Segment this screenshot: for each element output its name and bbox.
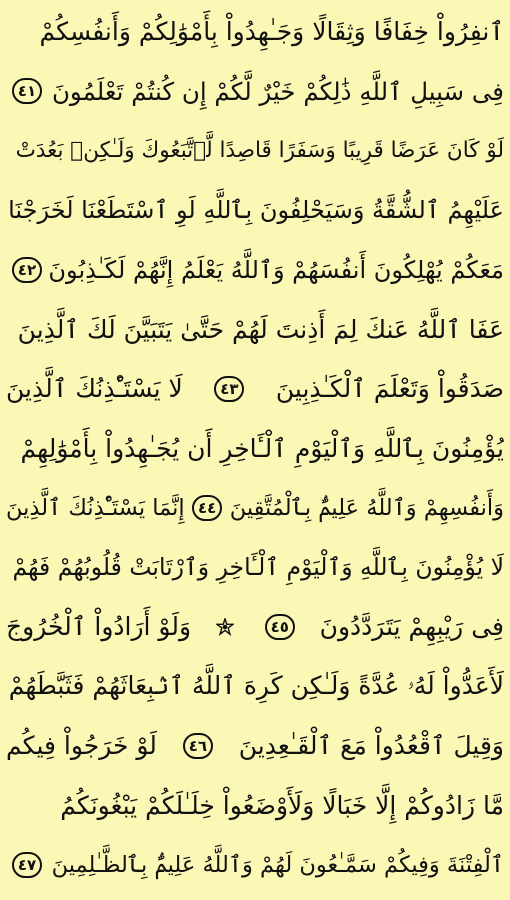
line-10-text: لَا يُؤْمِنُونَ بِٱللَّهِ وَٱلْيَوْمِ ٱلْـَٔاخِرِ وَٱرْتَابَتْ قُلُوبُهُمْ فَهُمْ bbox=[12, 553, 504, 582]
ayah-end-icon: ٤٧ bbox=[12, 852, 42, 878]
text-line-9 bbox=[6, 478, 504, 538]
line-6-text: عَفَا ٱللَّهُ عَنكَ لِمَ أَذِنتَ لَهُمْ حَتَّىٰ يَتَبَيَّنَ لَكَ ٱلَّذِينَ bbox=[17, 314, 504, 344]
text-line-1 bbox=[6, 2, 504, 62]
ayah-end-icon: ٤٦ bbox=[183, 733, 213, 759]
ayah-end-icon: ٤١ bbox=[12, 78, 42, 104]
line-12-text: لَأَعَدُّواْ لَهُۥ عُدَّةً وَلَـٰكِن كَرِهَ ٱللَّهُ ٱنۢبِعَاثَهُمْ فَثَبَّطَهُمْ bbox=[8, 671, 504, 701]
text-line-10 bbox=[6, 538, 504, 598]
ayah-end-icon: ٤٤ bbox=[192, 495, 222, 521]
text-line-4 bbox=[6, 181, 504, 241]
line-3-text: لَوْ كَانَ عَرَضًا قَرِيبًا وَسَفَرًا قَاصِدًا لَّٱتَّبَعُوكَ وَلَـٰكِنۢ بَعُدَتْ bbox=[15, 138, 504, 164]
ayah-end-icon: ٤٣ bbox=[214, 376, 244, 402]
line-11-text-end: وَلَوْ أَرَادُواْ ٱلْخُرُوجَ bbox=[6, 612, 192, 642]
line-9-text-start: وَأَنفُسِهِمْ وَٱللَّهُ عَلِيمٌۢ بِٱلْمُتَّقِينَ bbox=[229, 494, 504, 521]
text-line-8 bbox=[6, 419, 504, 479]
line-13-text-end: لَوْ خَرَجُواْ فِيكُم bbox=[6, 731, 157, 761]
text-line-13 bbox=[6, 716, 504, 776]
line-7-text-end: لَا يَسْتَـْٔذِنُكَ ٱلَّذِينَ bbox=[6, 374, 183, 404]
text-line-6 bbox=[6, 300, 504, 360]
line-8-text: يُؤْمِنُونَ بِٱللَّهِ وَٱلْيَوْمِ ٱلْـَٔاخِرِ أَن يُجَـٰهِدُواْ بِأَمْوَٰلِهِمْ bbox=[20, 433, 504, 463]
text-line-7 bbox=[6, 359, 504, 419]
line-4-text: عَلَيْهِمُ ٱلشُّقَّةُ وَسَيَحْلِفُونَ بِٱللَّهِ لَوِ ٱسْتَطَعْنَا لَخَرَجْنَا bbox=[8, 196, 504, 225]
line-9-text-end: إِنَّمَا يَسْتَـْٔذِنُكَ ٱلَّذِينَ bbox=[6, 494, 185, 521]
line-15-text: ٱلْفِتْنَةَ وَفِيكُمْ سَمَّـٰعُونَ لَهُمْ وَٱللَّهُ عَلِيمٌۢ بِٱلظَّـٰلِمِينَ bbox=[51, 851, 504, 878]
text-line-14 bbox=[6, 776, 504, 836]
text-line-11 bbox=[6, 597, 504, 657]
ayah-end-icon: ٤٢ bbox=[12, 257, 42, 283]
text-line-3 bbox=[6, 121, 504, 181]
line-5-text: مَعَكُمْ يُهْلِكُونَ أَنفُسَهُمْ وَٱللَّهُ يَعْلَمُ إِنَّهُمْ لَكَـٰذِبُونَ bbox=[48, 255, 504, 284]
line-14-text: مَّا زَادُوكُمْ إِلَّا خَبَالًا وَلَأَوْضَعُواْ خِلَـٰلَكُمْ يَبْغُونَكُمُ bbox=[60, 790, 504, 820]
text-line-15 bbox=[6, 835, 504, 895]
line-2-text: فِى سَبِيلِ ٱللَّهِ ذَٰلِكُمْ خَيْرٌ لَّكُمْ إِن كُنتُمْ تَعْلَمُونَ bbox=[51, 76, 504, 106]
line-7-text-start: صَدَقُواْ وَتَعْلَمَ ٱلْكَـٰذِبِينَ bbox=[275, 374, 504, 404]
line-1-text: ٱنفِرُواْ خِفَافًا وَثِقَالًا وَجَـٰهِدُواْ بِأَمْوَٰلِكُمْ وَأَنفُسِكُمْ bbox=[39, 17, 504, 47]
text-line-5 bbox=[6, 240, 504, 300]
ayah-end-icon: ٤٥ bbox=[265, 614, 295, 640]
text-line-12 bbox=[6, 657, 504, 717]
text-line-2 bbox=[6, 62, 504, 122]
line-11-text-start: فِى رَيْبِهِمْ يَتَرَدَّدُونَ bbox=[319, 612, 504, 642]
sajda-star-icon bbox=[216, 618, 234, 636]
line-13-text-start: وَقِيلَ ٱقْعُدُواْ مَعَ ٱلْقَـٰعِدِينَ bbox=[238, 731, 504, 761]
